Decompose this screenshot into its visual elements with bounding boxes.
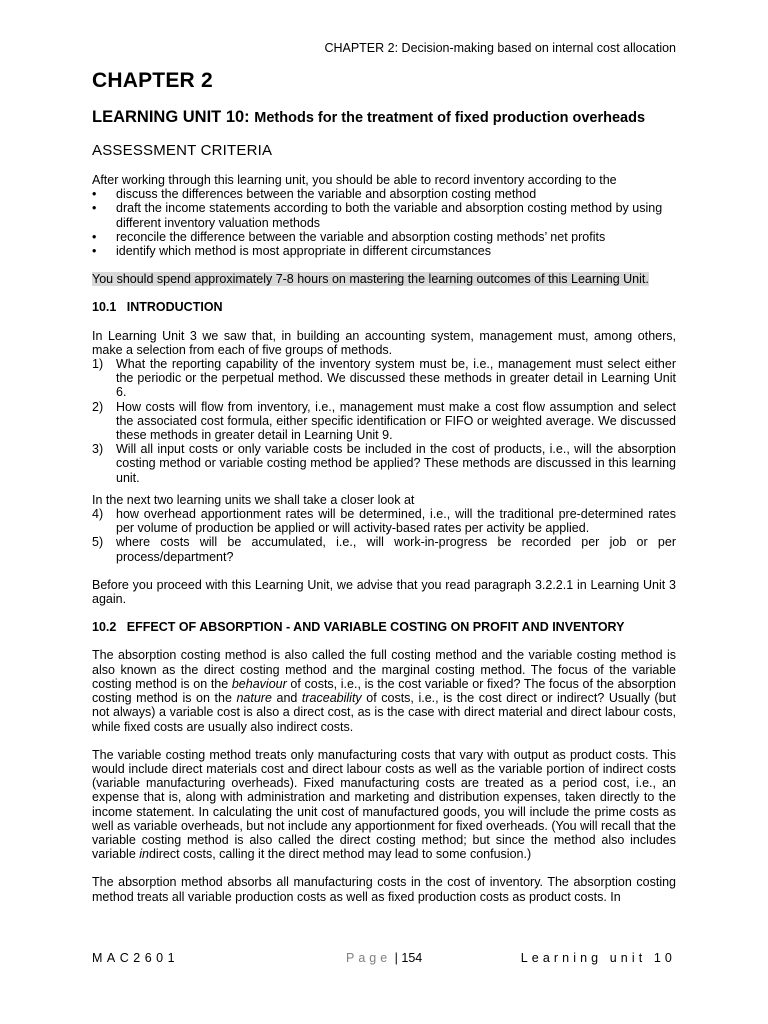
- text-run: direct costs, calling it the direct method may lead to some confusion.): [148, 847, 532, 862]
- unit-label-footer: Learning unit 10: [520, 951, 676, 965]
- list-item: [92, 507, 676, 535]
- text-run: The variable costing method treats only manufacturing costs that vary with output as product costs. This would include direct materials cost and direct labour costs as well as the variable portion of indirect costs (variable manufacturing overheads). Fixed manufacturing costs are treated as a period cost, i.e., an expense that is, along with administration and marketing and distribution expenses, taken directly to the income statement. In calculating the unit cost of manufactured goods, you will include the prime costs as well as variable overheads, but not include any apportionment for fixed overheads. (You will recall that the variable costing method is also called the direct costing method; but since the method also includes variable: [92, 747, 676, 862]
- assessment-bullets: [92, 187, 676, 258]
- list-number: 4): [92, 507, 104, 522]
- page-separator: |: [391, 951, 402, 965]
- running-header: CHAPTER 2: Decision-making based on internal cost allocation: [324, 41, 676, 55]
- text-run: of costs, i.e., is the cost variable or fixed? The focus of the absorption costing method is on the: [92, 676, 676, 706]
- unit-subtitle: Methods for the treatment of fixed production overheads: [254, 110, 646, 126]
- emphasis: behaviour: [231, 676, 287, 691]
- assessment-intro: After working through this learning unit, you should be able to record inventory according to the: [92, 173, 617, 187]
- list-number: 5): [92, 535, 104, 550]
- text-run: of costs, i.e., is the cost direct or indirect? Usually (but not always) a variable cost is also a direct cost, as is the case with direct material and direct labour costs, while fixed costs are usually also indirect costs.: [92, 691, 676, 734]
- paragraph: In Learning Unit 3 we saw that, in building an accounting system, management must, among others, make a selection from each of five groups of methods.: [92, 328, 676, 357]
- page-word: Page: [346, 951, 392, 965]
- chapter-title: CHAPTER 2: [92, 69, 213, 92]
- course-code: MAC2601: [92, 951, 180, 965]
- list-item: • reconcile the difference between the variable and absorption costing methods’ net profits: [92, 230, 676, 244]
- list-text: where costs will be accumulated, i.e., will work-in-progress be recorded per job or per process/department?: [116, 535, 676, 564]
- list-item: • discuss the differences between the variable and absorption costing method: [92, 187, 676, 201]
- paragraph: In the next two learning units we shall take a closer look at: [92, 492, 415, 507]
- section-heading-effect: 10.2 EFFECT OF ABSORPTION - AND VARIABLE COSTING ON PROFIT AND INVENTORY: [92, 620, 625, 635]
- learning-unit-title: [92, 108, 645, 127]
- list-text: How costs will flow from inventory, i.e., management must make a cost flow assumption and select the associated cost formula, either specific identification or FIFO or weighted average. We discussed these methods in greater detail in Learning Unit 9.: [116, 399, 676, 443]
- page-indicator: [346, 951, 422, 965]
- paragraph: [92, 648, 676, 733]
- paragraph: [92, 748, 676, 862]
- list-number: 1): [92, 357, 104, 372]
- emphasis: traceability: [301, 691, 362, 706]
- assessment-heading: ASSESSMENT CRITERIA: [92, 142, 273, 159]
- page-number: 154: [401, 951, 423, 965]
- list-item: [92, 357, 676, 400]
- body-text: [92, 173, 676, 904]
- list-number: 3): [92, 442, 104, 457]
- list-item: • identify which method is most appropriate in different circumstances: [92, 244, 676, 258]
- list-text: how overhead apportionment rates will be determined, i.e., will the traditional pre-determined rates per volume of production be applied or will activity-based rates per activity be applied.: [116, 507, 676, 536]
- text-run: The absorption costing method is also called the full costing method and the variable costing method is also known as the direct costing method and the marginal costing method. The focus of the variable costing method is on the: [92, 648, 676, 691]
- section-heading-intro: 10.1 INTRODUCTION: [92, 300, 223, 315]
- numbered-list: [92, 507, 676, 564]
- paragraph: Before you proceed with this Learning Unit, we advise that you read paragraph 3.2.2.1 in Learning Unit 3 again.: [92, 577, 676, 607]
- emphasis: in: [139, 847, 149, 862]
- emphasis: nature: [236, 691, 272, 706]
- list-item: [92, 535, 676, 563]
- list-number: 2): [92, 399, 104, 414]
- numbered-list: [92, 357, 676, 485]
- list-item: [92, 400, 676, 443]
- text-run: and: [271, 691, 302, 706]
- list-item: [92, 442, 676, 485]
- highlighted-text: You should spend approximately 7-8 hours on mastering the learning outcomes of this Learning Unit.: [92, 272, 649, 287]
- list-item: • draft the income statements according to both the variable and absorption costing method by using different inventory valuation methods: [92, 201, 676, 229]
- unit-label: LEARNING UNIT 10:: [92, 108, 250, 126]
- list-text: What the reporting capability of the inventory system must be, i.e., management must select either the periodic or the perpetual method. We discussed these methods in greater detail in Learning Unit 6.: [116, 357, 676, 400]
- time-note: [92, 272, 676, 286]
- paragraph: The absorption method absorbs all manufacturing costs in the cost of inventory. The absorption costing method treats all variable production costs as well as fixed production costs as product costs. In: [92, 875, 676, 904]
- list-text: Will all input costs or only variable costs be included in the cost of products, i.e., will the absorption costing method or variable costing method be applied? These methods are discussed in this learning unit.: [116, 442, 676, 485]
